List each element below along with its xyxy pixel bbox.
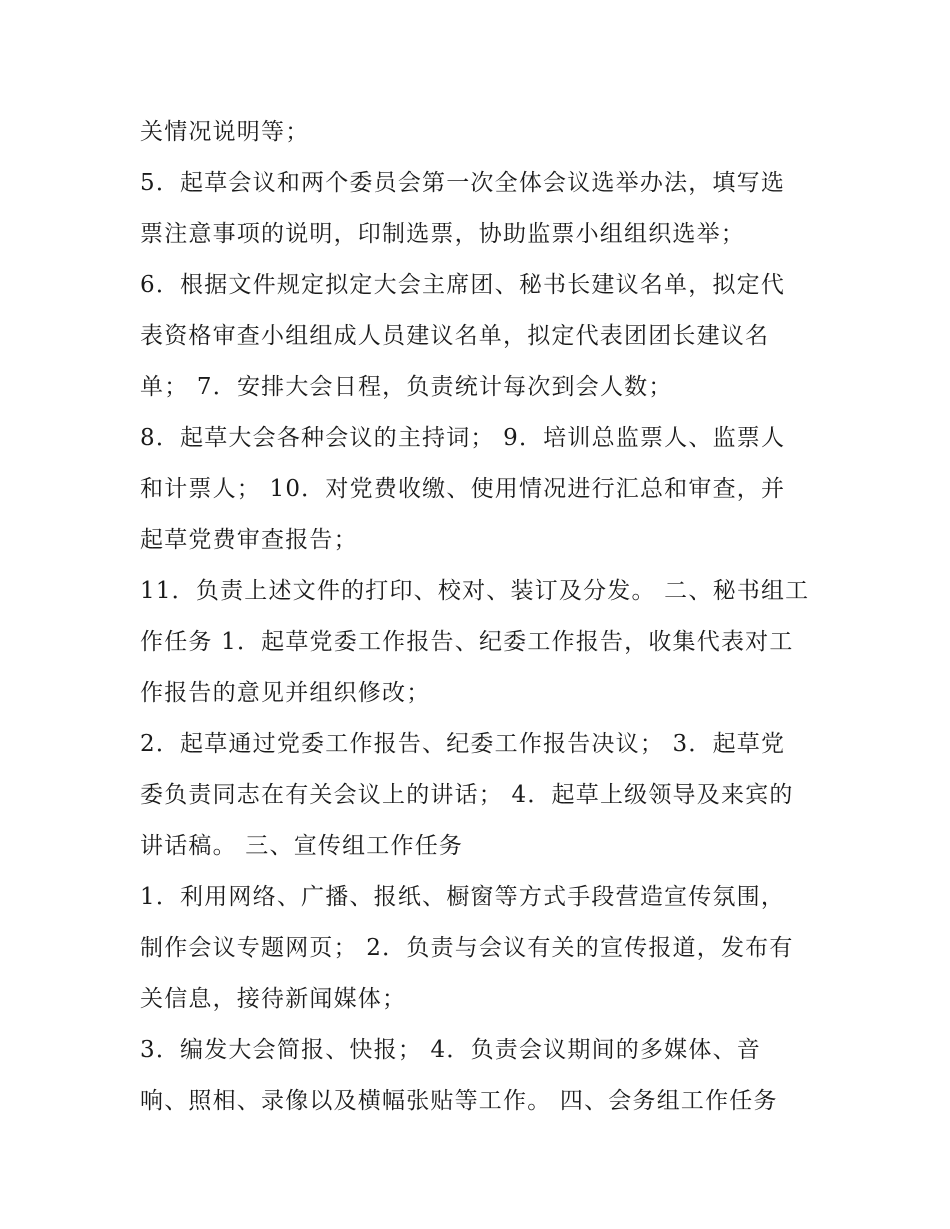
text-line: 起草党费审查报告； <box>140 527 358 553</box>
text-line: 2．起草通过党委工作报告、纪委工作报告决议； 3．起草党 <box>140 731 786 757</box>
text-line: 讲话稿。 三、宣传组工作任务 <box>140 833 464 859</box>
text-line: 3．编发大会简报、快报； 4．负责会议期间的多媒体、音 <box>140 1037 761 1063</box>
text-line: 11．负责上述文件的打印、校对、装订及分发。 二、秘书组工 <box>140 578 810 604</box>
text-line: 响、照相、录像以及横幅张贴等工作。 四、会务组工作任务 <box>140 1088 778 1114</box>
text-line: 5．起草会议和两个委员会第一次全体会议选举办法，填写选 <box>140 170 786 196</box>
text-line: 表资格审查小组组成人员建议名单，拟定代表团团长建议名 <box>140 323 770 349</box>
text-line: 和计票人； 10．对党费收缴、使用情况进行汇总和审查，并 <box>140 476 786 502</box>
text-line: 6．根据文件规定拟定大会主席团、秘书长建议名单，拟定代 <box>140 272 786 298</box>
document-body <box>140 107 830 1127</box>
text-line: 委负责同志在有关会议上的讲话； 4．起草上级领导及来宾的 <box>140 782 794 808</box>
text-line: 作任务 1．起草党委工作报告、纪委工作报告，收集代表对工 <box>140 629 794 655</box>
text-line: 1．利用网络、广播、报纸、橱窗等方式手段营造宣传氛围， <box>140 884 786 910</box>
text-line: 制作会议专题网页； 2．负责与会议有关的宣传报道，发布有 <box>140 935 794 961</box>
text-line: 票注意事项的说明，印制选票，协助监票小组组织选举； <box>140 221 745 247</box>
text-line: 关情况说明等； <box>140 119 310 145</box>
text-line: 关信息，接待新闻媒体； <box>140 986 407 1012</box>
text-line: 8．起草大会各种会议的主持词； 9．培训总监票人、监票人 <box>140 425 786 451</box>
text-line: 单； 7．安排大会日程，负责统计每次到会人数； <box>140 374 673 400</box>
text-line: 作报告的意见并组织修改； <box>140 680 431 706</box>
